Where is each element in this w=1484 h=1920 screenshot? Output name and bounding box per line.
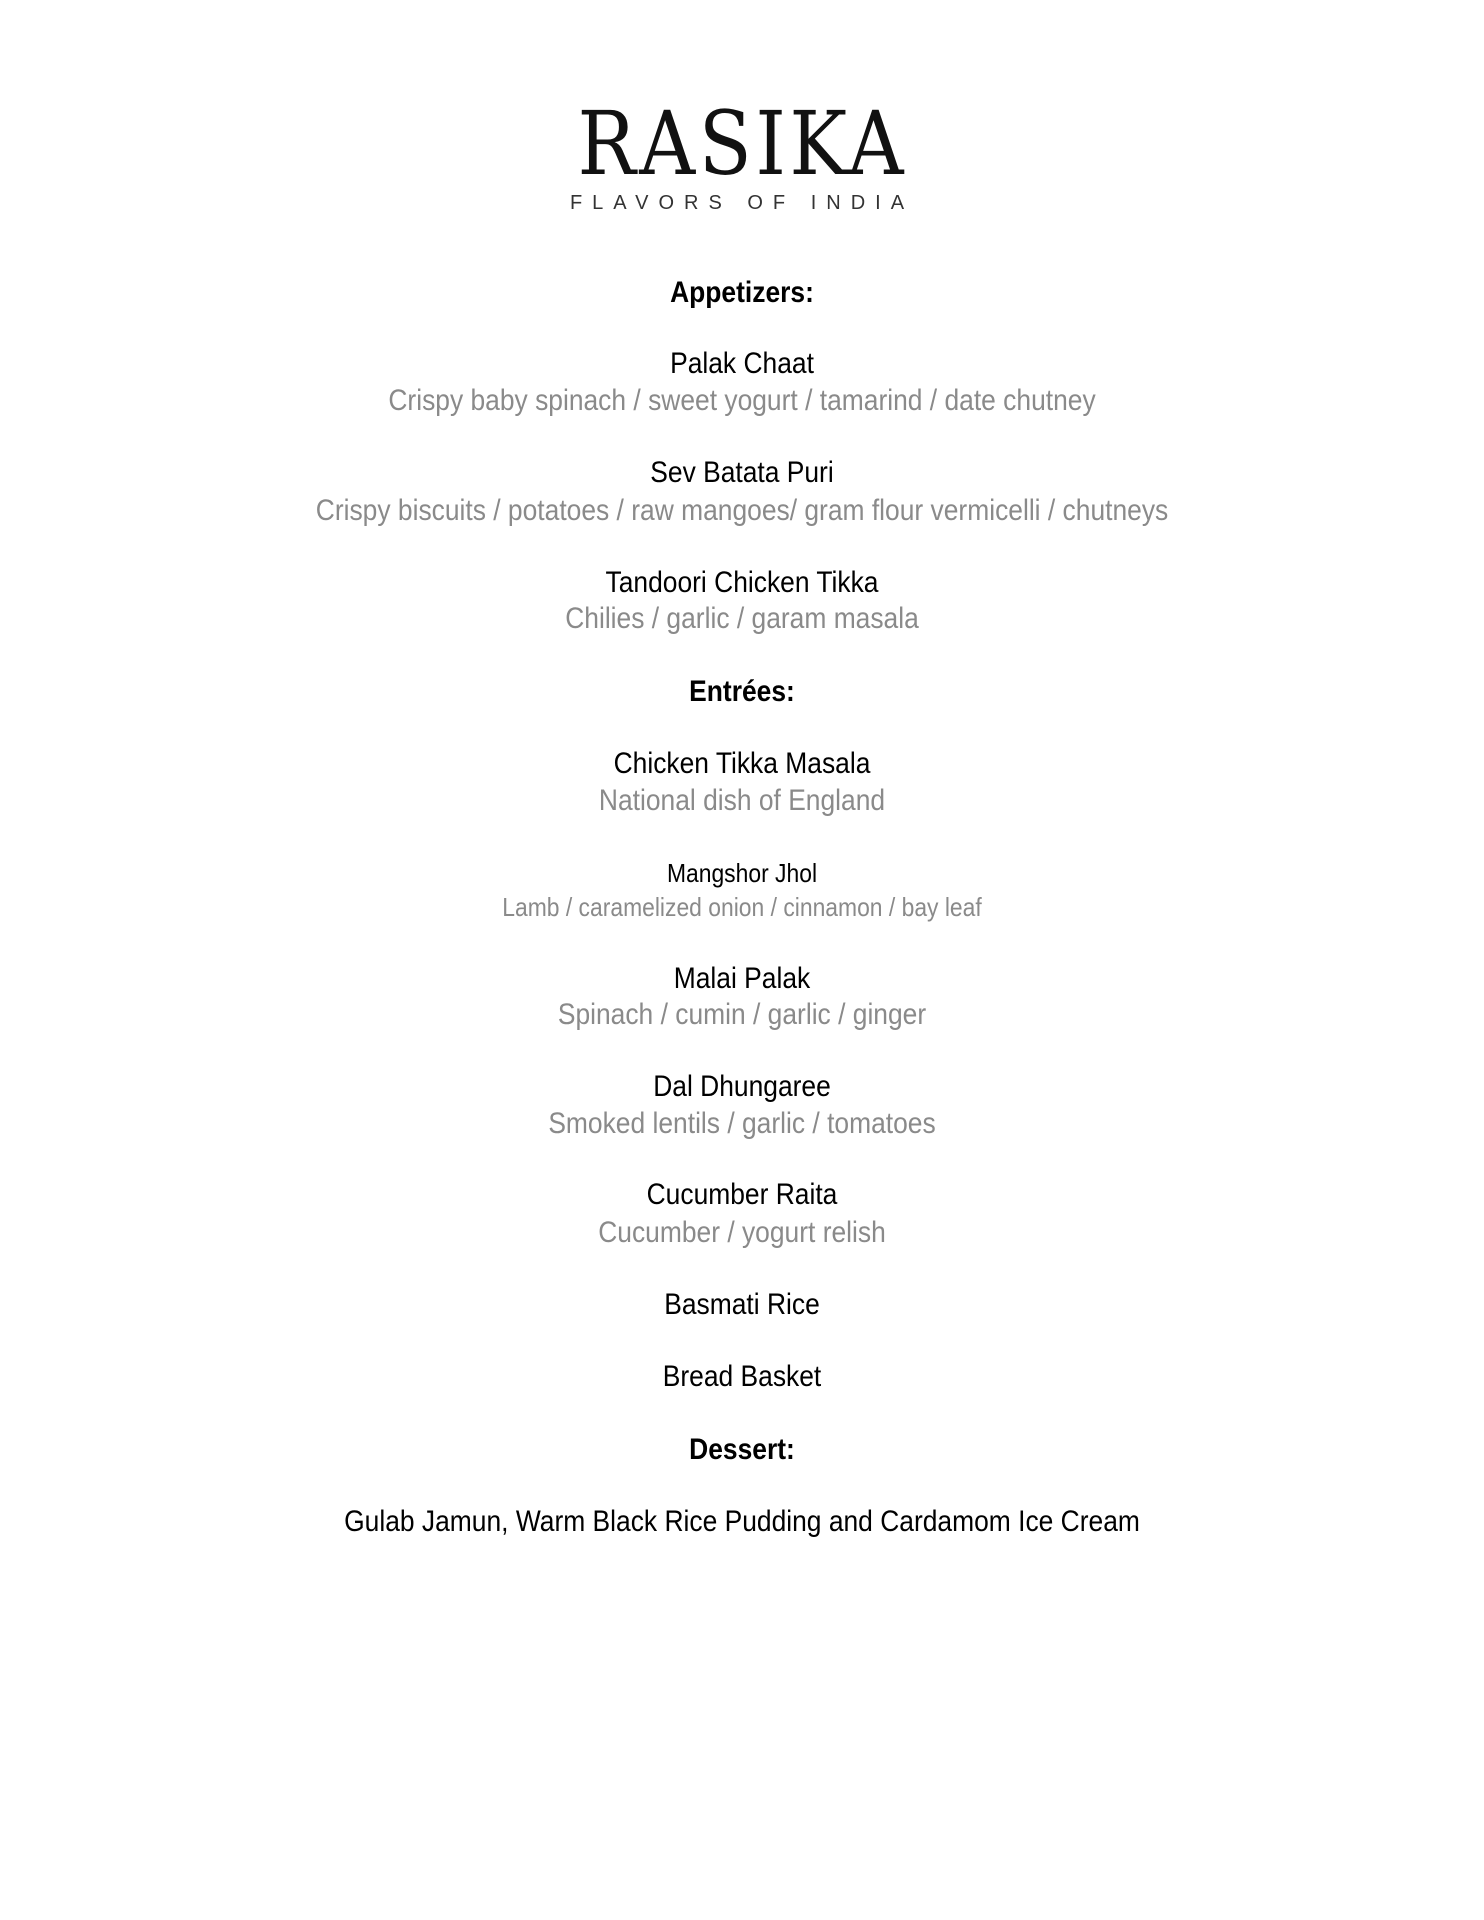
dish-description: Spinach / cumin / garlic / ginger [557,998,927,1031]
dish-description: Cucumber / yogurt relish [598,1216,886,1249]
dish-name: Mangshor Jhol [666,858,818,888]
dish-name: Sev Batata Puri [650,456,834,489]
section-heading-dessert: Dessert: [689,1433,795,1466]
dish-name: Tandoori Chicken Tikka [605,566,879,599]
logo-wordmark: RASIKA [577,92,907,195]
dish-description: Crispy biscuits / potatoes / raw mangoes/ gram flour vermicelli / chutneys [315,494,1169,527]
dish-description: National dish of England [598,784,886,817]
dish-description: Smoked lentils / garlic / tomatoes [548,1107,936,1140]
dish-name: Chicken Tikka Masala [613,747,871,780]
dish-name: Dal Dhungaree [653,1070,831,1103]
dish-name: Bread Basket [662,1360,822,1393]
dish-name: Malai Palak [673,962,811,995]
section-heading-appetizers: Appetizers: [670,276,814,309]
section-heading-entrees: Entrées: [689,675,795,708]
logo-tagline: FLAVORS OF INDIA [569,192,915,214]
restaurant-logo [0,92,1484,215]
dessert-item: Gulab Jamun, Warm Black Rice Pudding and Cardamom Ice Cream [344,1505,1140,1538]
dish-name: Palak Chaat [670,347,814,380]
dish-name: Basmati Rice [664,1288,820,1321]
dish-description: Crispy baby spinach / sweet yogurt / tamarind / date chutney [388,384,1096,417]
dish-name: Cucumber Raita [646,1178,838,1211]
dish-description: Lamb / caramelized onion / cinnamon / bay leaf [502,892,982,922]
dish-description: Chilies / garlic / garam masala [565,602,919,635]
